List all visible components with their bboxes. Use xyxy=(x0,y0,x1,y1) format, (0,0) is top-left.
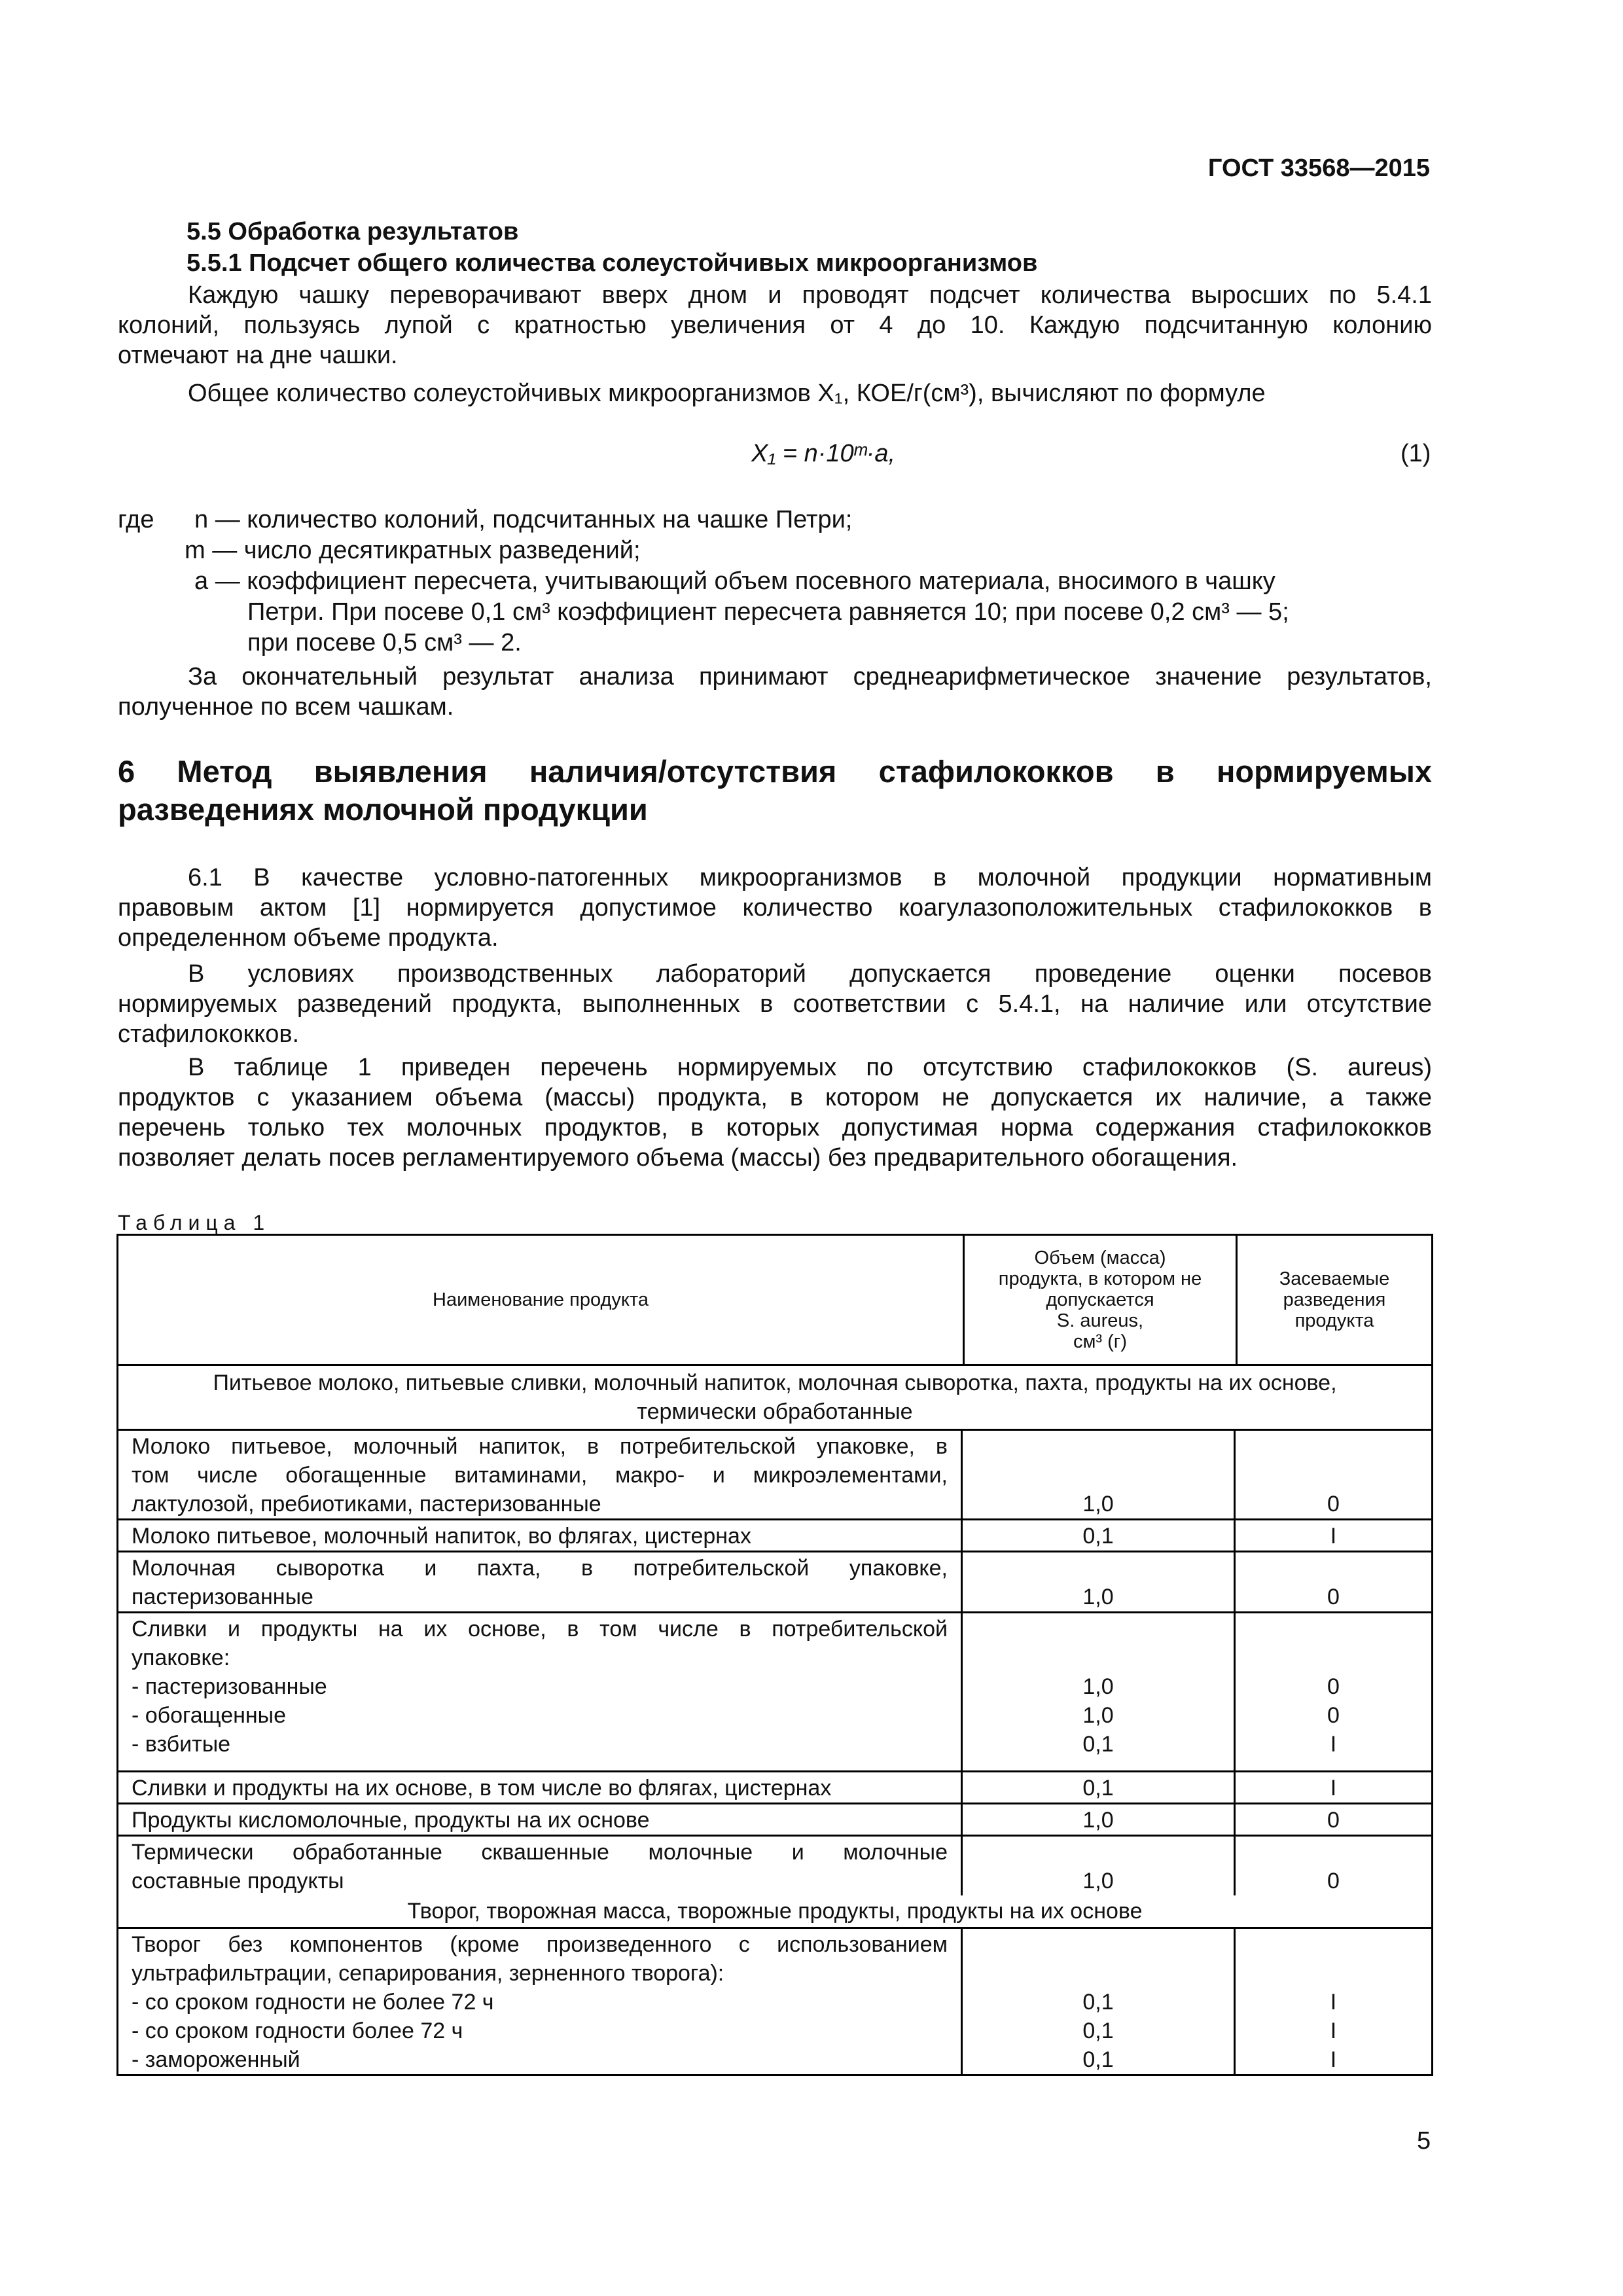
definition-n: n — количество колоний, подсчитанных на чашке Петри; xyxy=(194,506,853,533)
dilution-value: I xyxy=(1330,1732,1337,1757)
product-name-line: лактулозой, пребиотиками, пастеризованные xyxy=(132,1492,601,1516)
product-name-line: Молоко питьевое, молочный напиток, в потребительской упаковке, в xyxy=(132,1434,948,1459)
paragraph-formula-intro: Общее количество солеустойчивых микроорганизмов X₁, КОЕ/г(см³), вычисляют по формуле xyxy=(188,380,1266,407)
table-1 xyxy=(116,1234,1433,2076)
page-number: 5 xyxy=(1417,2127,1431,2155)
volume-value: 1,0 xyxy=(1082,1703,1114,1728)
volume-value: 0,1 xyxy=(1082,1524,1114,1549)
volume-cell xyxy=(963,1929,1236,2074)
text-line: продуктов с указанием объема (массы) продукта, в котором не допускается их наличие, а также xyxy=(118,1084,1432,1111)
product-name-line: ультрафильтрации, сепарирования, зерненного творога): xyxy=(132,1961,724,1986)
table-row xyxy=(118,1520,1431,1552)
title-line: 6 Метод выявления наличия/отсутствия стафилококков в нормируемых xyxy=(118,754,1432,789)
volume-value: 1,0 xyxy=(1082,1674,1114,1699)
volume-cell xyxy=(963,1772,1236,1803)
text-line: стафилококков. xyxy=(118,1020,300,1048)
product-name-cell xyxy=(118,1772,963,1803)
section-5-5-1-title: 5.5.1 Подсчет общего количества солеустойчивых микроорганизмов xyxy=(187,249,1038,277)
dilution-cell xyxy=(1236,1929,1431,2074)
volume-cell xyxy=(963,1520,1236,1551)
table-header xyxy=(118,1236,1431,1366)
product-name-line: пастеризованные xyxy=(132,1585,313,1609)
dilution-value: 0 xyxy=(1327,1585,1340,1609)
definition-a-line1: a — коэффициент пересчета, учитывающий объем посевного материала, вносимого в чашку xyxy=(194,567,1275,595)
dilution-value: 0 xyxy=(1327,1869,1340,1893)
paragraph-6-1-b xyxy=(118,959,1432,1049)
volume-cell xyxy=(963,1431,1236,1518)
volume-value: 1,0 xyxy=(1082,1808,1114,1833)
document-id: ГОСТ 33568—2015 xyxy=(1207,154,1430,182)
product-name-line: Сливки и продукты на их основе, в том числе в потребительской xyxy=(132,1617,948,1641)
volume-value: 0,1 xyxy=(1082,2047,1114,2072)
text-line: отмечают на дне чашки. xyxy=(118,342,398,369)
text-line: колоний, пользуясь лупой с кратностью увеличения от 4 до 10. Каждую подсчитанную колонию xyxy=(118,312,1432,339)
product-name-line: - взбитые xyxy=(132,1732,231,1757)
text-line: перечень только тех молочных продуктов, в которых допустимая норма содержания стафилококков xyxy=(118,1114,1432,1141)
paragraph-6-1 xyxy=(118,863,1432,953)
text-line: 6.1 В качестве условно-патогенных микроорганизмов в молочной продукции нормативным xyxy=(188,864,1432,891)
dilution-value: 0 xyxy=(1327,1674,1340,1699)
header-line: Объем (масса) xyxy=(1034,1247,1166,1268)
text-line: В условиях производственных лабораторий допускается проведение оценки посевов xyxy=(188,960,1432,988)
definition-a-line3: при посеве 0,5 см³ — 2. xyxy=(247,629,522,656)
product-name-line: Сливки и продукты на их основе, в том числе во флягах, цистернах xyxy=(132,1776,832,1801)
header-line: разведения xyxy=(1283,1289,1386,1310)
product-name-line: Молочная сыворотка и пахта, в потребительской упаковке, xyxy=(132,1556,948,1581)
dilution-cell xyxy=(1236,1431,1431,1518)
volume-cell xyxy=(963,1837,1236,1895)
table-row xyxy=(118,1837,1431,1895)
section-5-5-title: 5.5 Обработка результатов xyxy=(187,218,519,245)
product-name-line: Термически обработанные сквашенные молочные и молочные xyxy=(132,1840,948,1865)
table-row xyxy=(118,1804,1431,1837)
paragraph-6-1-c xyxy=(118,1052,1432,1173)
product-name-cell xyxy=(118,1613,963,1770)
formula-number: (1) xyxy=(1400,440,1431,467)
text-line: нормируемых разведений продукта, выполненных в соответствии с 5.4.1, на наличие или отсутствие xyxy=(118,990,1432,1018)
product-name-cell xyxy=(118,1431,963,1518)
column-header-dilutions xyxy=(1238,1236,1431,1364)
text-line: определенном объеме продукта. xyxy=(118,924,499,952)
dilution-value: I xyxy=(1330,1990,1337,2015)
group-line: Творог, творожная масса, творожные продукты, продукты на их основе xyxy=(407,1899,1143,1924)
formula: X₁ = n·10ᵐ·a, xyxy=(751,440,896,467)
dilution-value: 0 xyxy=(1327,1492,1340,1516)
dilution-cell xyxy=(1236,1772,1431,1803)
product-name-cell xyxy=(118,1804,963,1835)
volume-value: 1,0 xyxy=(1082,1492,1114,1516)
dilution-value: I xyxy=(1330,2047,1337,2072)
product-name-line: упаковке: xyxy=(132,1645,230,1670)
table-row xyxy=(118,1552,1431,1613)
column-header-volume xyxy=(965,1236,1236,1364)
product-name-line: - обогащенные xyxy=(132,1703,287,1728)
text-line: За окончательный результат анализа принимают среднеарифметическое значение результатов, xyxy=(188,663,1432,691)
table-row xyxy=(118,1929,1431,2074)
text-line: правовым актом [1] нормируется допустимое количество коагулазоположительных стафилококков в xyxy=(118,894,1432,922)
product-name-cell xyxy=(118,1929,963,2074)
dilution-value: I xyxy=(1330,1776,1337,1801)
paragraph-final-result xyxy=(118,662,1432,722)
product-name-line: - пастеризованные xyxy=(132,1674,327,1699)
dilution-cell xyxy=(1236,1613,1431,1770)
product-name-line: - замороженный xyxy=(132,2047,300,2072)
dilution-cell xyxy=(1236,1520,1431,1551)
header-line: S. aureus, xyxy=(1056,1310,1144,1331)
title-line: разведениях молочной продукции xyxy=(118,792,648,827)
product-name-cell xyxy=(118,1837,963,1895)
paragraph-counting xyxy=(118,280,1432,370)
product-name-line: Творог без компонентов (кроме произведенного с использованием xyxy=(132,1932,948,1957)
header-line: допускается xyxy=(1046,1289,1154,1310)
table-row xyxy=(118,1431,1431,1520)
dilution-cell xyxy=(1236,1804,1431,1835)
product-name-line: составные продукты xyxy=(132,1869,344,1893)
dilution-cell xyxy=(1236,1837,1431,1895)
product-name-cell xyxy=(118,1552,963,1611)
group-line: Питьевое молоко, питьевые сливки, молочный напиток, молочная сыворотка, пахта, продукты на их основе, xyxy=(213,1371,1337,1395)
text-line: позволяет делать посев регламентируемого объема (массы) без предварительного обогащения. xyxy=(118,1144,1238,1172)
text-line: полученное по всем чашкам. xyxy=(118,693,454,721)
volume-value: 1,0 xyxy=(1082,1585,1114,1609)
header-line: продукта, в котором не xyxy=(998,1268,1202,1289)
product-name-line: Молоко питьевое, молочный напиток, во флягах, цистернах xyxy=(132,1524,751,1549)
volume-value: 1,0 xyxy=(1082,1869,1114,1893)
product-name-line: - со сроком годности более 72 ч xyxy=(132,2018,463,2043)
column-header-product: Наименование продукта xyxy=(433,1289,649,1310)
dilution-value: I xyxy=(1330,2018,1337,2043)
table-group-header xyxy=(118,1366,1431,1431)
product-name-line: Продукты кисломолочные, продукты на их основе xyxy=(132,1808,650,1833)
text-line: В таблице 1 приведен перечень нормируемых по отсутствию стафилококков (S. aureus) xyxy=(188,1054,1432,1081)
dilution-value: I xyxy=(1330,1524,1337,1549)
dilution-cell xyxy=(1236,1552,1431,1611)
header-line: продукта xyxy=(1294,1310,1374,1331)
volume-value: 0,1 xyxy=(1082,1776,1114,1801)
volume-cell xyxy=(963,1613,1236,1770)
group-line: термически обработанные xyxy=(637,1399,913,1424)
table-group-header xyxy=(118,1895,1431,1929)
volume-cell xyxy=(963,1804,1236,1835)
header-line: Засеваемые xyxy=(1279,1268,1390,1289)
definition-a-line2: Петри. При посеве 0,1 см³ коэффициент пересчета равняется 10; при посеве 0,2 см³ — 5; xyxy=(247,598,1289,626)
definition-m: m — число десятикратных разведений; xyxy=(185,537,641,564)
product-name-line: - со сроком годности не более 72 ч xyxy=(132,1990,494,2015)
header-line: см³ (г) xyxy=(1073,1331,1128,1352)
volume-cell xyxy=(963,1552,1236,1611)
table-row xyxy=(118,1772,1431,1804)
volume-value: 0,1 xyxy=(1082,2018,1114,2043)
volume-value: 0,1 xyxy=(1082,1732,1114,1757)
product-name-line: том числе обогащенные витаминами, макро- и микроэлементами, xyxy=(132,1463,948,1488)
dilution-value: 0 xyxy=(1327,1808,1340,1833)
text-line: Каждую чашку переворачивают вверх дном и проводят подсчет количества выросших по 5.4.1 xyxy=(188,281,1432,309)
section-6-title xyxy=(118,753,1432,829)
product-name-cell xyxy=(118,1520,963,1551)
dilution-value: 0 xyxy=(1327,1703,1340,1728)
table-row xyxy=(118,1613,1431,1772)
table-caption: Таблица 1 xyxy=(118,1211,271,1234)
volume-value: 0,1 xyxy=(1082,1990,1114,2015)
where-label: где xyxy=(118,506,154,533)
